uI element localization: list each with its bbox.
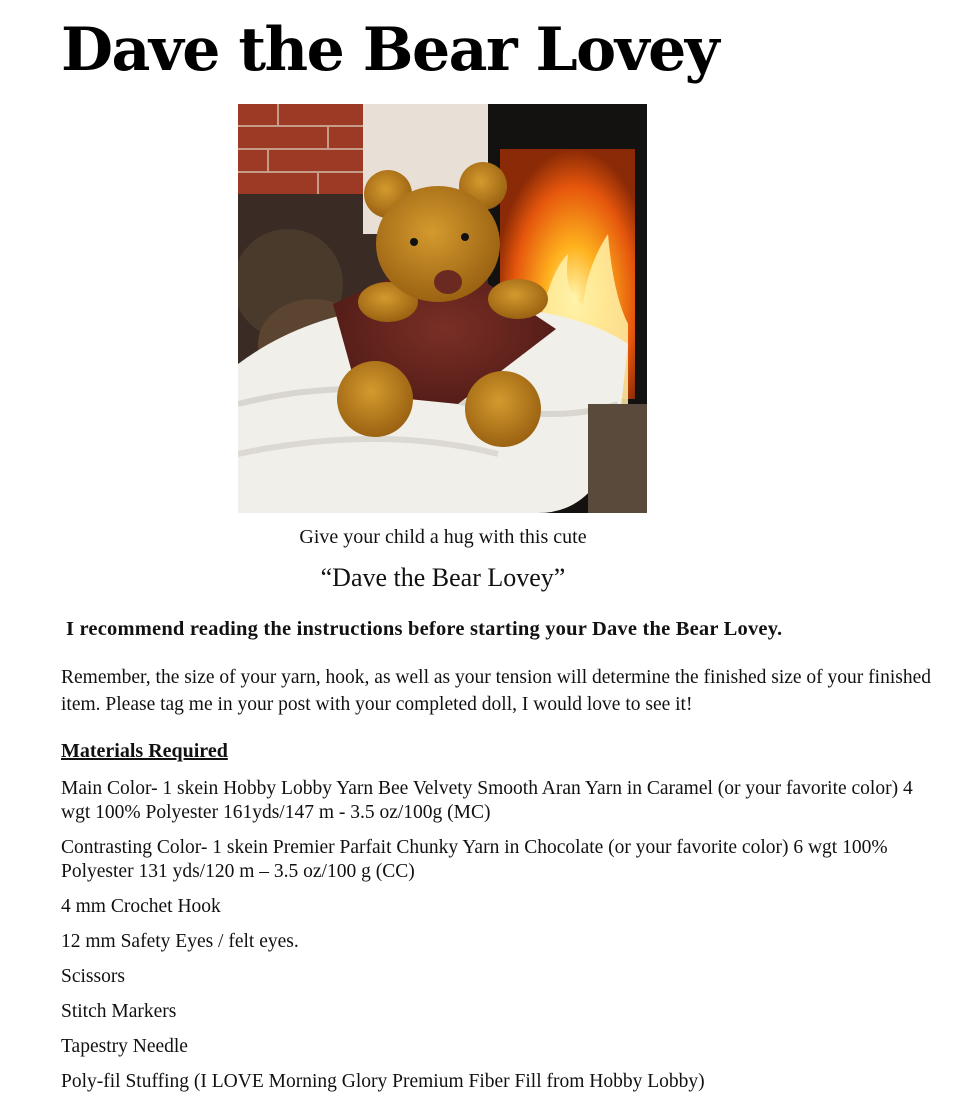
intro-paragraph: Remember, the size of your yarn, hook, as well as your tension will determine the finished size of your finished item. Please tag me in your post with your completed doll, I would love to see it! <box>61 667 931 715</box>
material-item-stuffing: Poly-fil Stuffing (I LOVE Morning Glory Premium Fiber Fill from Hobby Lobby) <box>61 1071 705 1092</box>
material-item-contrasting-color: Contrasting Color- 1 skein Premier Parfait Chunky Yarn in Chocolate (or your favorite color) 6 wgt 100% Polyester 131 yds/120 m – 3.5 oz/100 g (CC) <box>61 837 888 882</box>
materials-list <box>61 777 941 1105</box>
page-title: Dave the Bear Lovey <box>61 15 719 85</box>
material-item-tapestry-needle: Tapestry Needle <box>61 1036 188 1057</box>
material-item-safety-eyes: 12 mm Safety Eyes / felt eyes. <box>61 931 299 952</box>
material-item-scissors: Scissors <box>61 966 125 987</box>
bear-lovey-photo <box>238 104 647 513</box>
caption-line-1: Give your child a hug with this cute <box>299 526 587 548</box>
recommendation-note: I recommend reading the instructions before starting your Dave the Bear Lovey. <box>66 618 783 640</box>
material-item-stitch-markers: Stitch Markers <box>61 1001 177 1022</box>
materials-heading: Materials Required <box>61 740 228 762</box>
material-item-crochet-hook: 4 mm Crochet Hook <box>61 896 221 917</box>
caption-line-2: “Dave the Bear Lovey” <box>320 563 566 592</box>
material-item-main-color: Main Color- 1 skein Hobby Lobby Yarn Bee Velvety Smooth Aran Yarn in Caramel (or your favorite color) 4 wgt 100% Polyester 161yds/147 m - 3.5 oz/100g (MC) <box>61 778 913 823</box>
